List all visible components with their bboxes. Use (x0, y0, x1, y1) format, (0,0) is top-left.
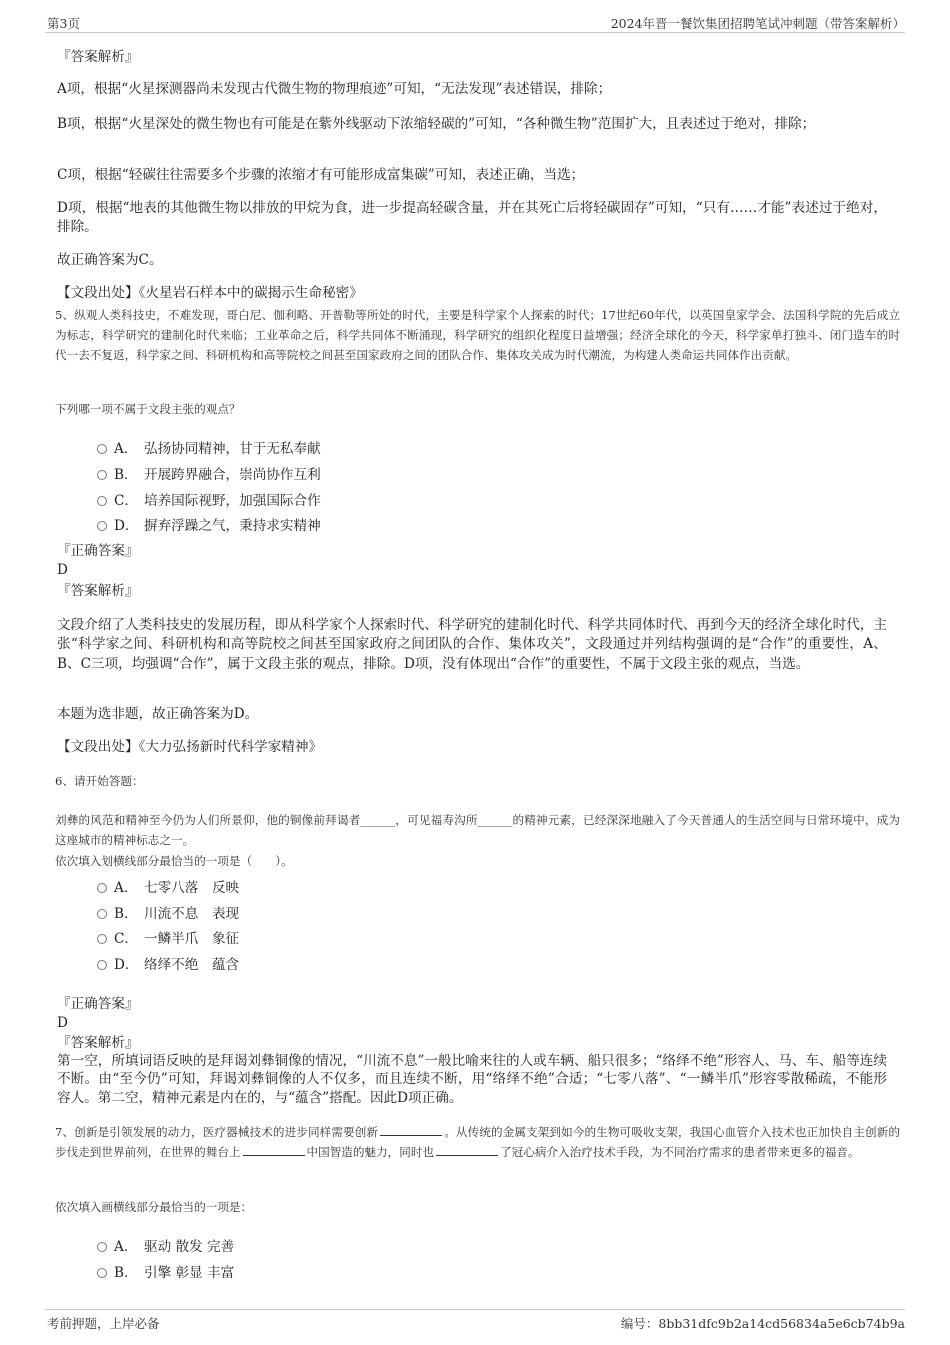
q6-question: 依次填入划横线部分最恰当的一项是（ ）。 (55, 854, 293, 868)
radio-icon[interactable] (97, 960, 107, 970)
page-number: 第3页 (47, 16, 80, 31)
q6-intro: 6、请开始答题： (55, 774, 144, 788)
q5-option-a[interactable]: A． 弘扬协同精神，甘于无私奉献 (97, 437, 321, 457)
q5-analysis: 文段介绍了人类科技史的发展历程，即从科学家个人探索时代、科学研究的建制化时代、科学共同体时代、再到今天的经济全球化时代，主张“科学家之间、科研机构和高等院校之间甚至国家政府之间团队的合作、集体攻关”，文段通过并列结构强调的是“合作”的重要性，A、B、C三项，均强调“合作”，属于文段主张的观点，排除。D项，没有体现出“合作”的重要性，不属于文段主张的观点，当选。 (57, 617, 887, 672)
q6-answer: D (57, 1015, 68, 1031)
q7-passage: 7、创新是引领发展的动力，医疗器械技术的进步同样需要创新 。从传统的金属支架到如今的生物可吸收支架，我国心血管介入技术也正加快自主创新的步伐走到世界前列，在世界的舞台上 中国智造的魅力，同时也 了冠心病介入治疗技术手段，为不同治疗需求的患者带来更多的福音。 (55, 1125, 900, 1159)
q4-analysis-b: B项，根据“火星深处的微生物也有可能是在紫外线驱动下浓缩轻碳的”可知，“各种微生物”范围扩大，且表述过于绝对，排除； (57, 116, 816, 132)
q5-conclusion: 本题为选非题，故正确答案为D。 (57, 706, 259, 722)
q7-question: 依次填入画横线部分最恰当的一项是： (55, 1200, 253, 1214)
q5-answer: D (57, 562, 68, 578)
q6-analysis: 第一空，所填词语反映的是拜谒刘彝铜像的情况，“川流不息”一般比喻来往的人或车辆、船只很多；“络绎不绝”形容人、马、车、船等连续不断。由“至今仍”可知，拜谒刘彝铜像的人不仅多，而且连续不断，用“络绎不绝”合适；“七零八落”、“一鳞半爪”形容零散稀疏，不能形容人。第二空，精神元素是内在的，与“蕴含”搭配。因此D项正确。 (57, 1053, 887, 1106)
radio-icon[interactable] (97, 934, 107, 944)
document-code: 编号：8bb31dfc9b2a14cd56834a5e6cb74b9a (620, 1316, 905, 1331)
q6-analysis-label: 『答案解析』 (57, 1035, 139, 1051)
q5-passage: 5、纵观人类科技史，不难发现，哥白尼、伽利略、开普勒等所处的时代，主要是科学家个人探索的时代；17世纪60年代，以英国皇家学会、法国科学院的先后成立为标志，科学研究的建制化时代来临；工业革命之后，科学共同体不断涌现，科学研究的组织化程度日益增强；经济全球化的今天，科学家单打独斗、闭门造车的时代一去不复返，科学家之间、科研机构和高等院校之间甚至国家政府之间的团队合作、集体攻关成为时代潮流，为构建人类命运共同体作出贡献。 (55, 308, 900, 362)
document-title: 2024年晋一餐饮集团招聘笔试冲刺题（带答案解析） (610, 16, 905, 31)
blank-1 (380, 1124, 442, 1136)
radio-icon[interactable] (97, 470, 107, 480)
radio-icon[interactable] (97, 883, 107, 893)
q4-conclusion: 故正确答案为C。 (57, 252, 163, 268)
q4-analysis-c: C项，根据“轻碳往往需要多个步骤的浓缩才有可能形成富集碳”可知，表述正确，当选； (57, 167, 585, 183)
q6-answer-label: 『正确答案』 (57, 996, 139, 1012)
radio-icon[interactable] (97, 909, 107, 919)
q4-analysis-label: 『答案解析』 (57, 49, 139, 65)
radio-icon[interactable] (97, 1242, 107, 1252)
header-divider (45, 32, 905, 33)
radio-icon[interactable] (97, 444, 107, 454)
q6-passage: 刘彝的风范和精神至今仍为人们所景仰，他的铜像前拜谒者______，可见福寿沟所______的精神元素，已经深深地融入了今天普通人的生活空间与日常环境中，成为这座城市的精神标志之一。 (55, 813, 900, 847)
radio-icon[interactable] (97, 1268, 107, 1278)
q5-question: 下列哪一项不属于文段主张的观点？ (55, 402, 241, 416)
q5-option-c[interactable]: C． 培养国际视野，加强国际合作 (97, 489, 321, 509)
blank-3 (436, 1144, 498, 1156)
q5-option-d[interactable]: D． 摒弃浮躁之气，秉持求实精神 (97, 514, 321, 534)
q7-option-a[interactable]: A． 驱动 散发 完善 (97, 1235, 234, 1255)
footer-slogan: 考前押题，上岸必备 (47, 1316, 160, 1331)
q5-source: 【文段出处】《大力弘扬新时代科学家精神》 (57, 739, 323, 755)
q5-answer-label: 『正确答案』 (57, 543, 139, 559)
q4-analysis-a: A项，根据“火星探测器尚未发现古代微生物的物理痕迹”可知，“无法发现”表述错误，排除； (57, 81, 612, 97)
q6-option-a[interactable]: A． 七零八落 反映 (97, 876, 239, 896)
blank-2 (243, 1144, 305, 1156)
q5-analysis-label: 『答案解析』 (57, 583, 139, 599)
q6-option-d[interactable]: D． 络绎不绝 蕴含 (97, 953, 239, 973)
q5-option-b[interactable]: B． 开展跨界融合，崇尚协作互利 (97, 463, 321, 483)
radio-icon[interactable] (97, 521, 107, 531)
q4-source: 【文段出处】《火星岩石样本中的碳揭示生命秘密》 (57, 285, 363, 301)
radio-icon[interactable] (97, 496, 107, 506)
q4-analysis-d: D项，根据“地表的其他微生物以排放的甲烷为食，进一步提高轻碳含量，并在其死亡后将轻碳固存”可知，“只有……才能”表述过于绝对，排除。 (57, 200, 887, 236)
q7-option-b[interactable]: B． 引擎 彰显 丰富 (97, 1261, 234, 1281)
footer-divider (45, 1309, 905, 1310)
q6-option-c[interactable]: C． 一鳞半爪 象征 (97, 927, 239, 947)
q6-option-b[interactable]: B． 川流不息 表现 (97, 902, 239, 922)
